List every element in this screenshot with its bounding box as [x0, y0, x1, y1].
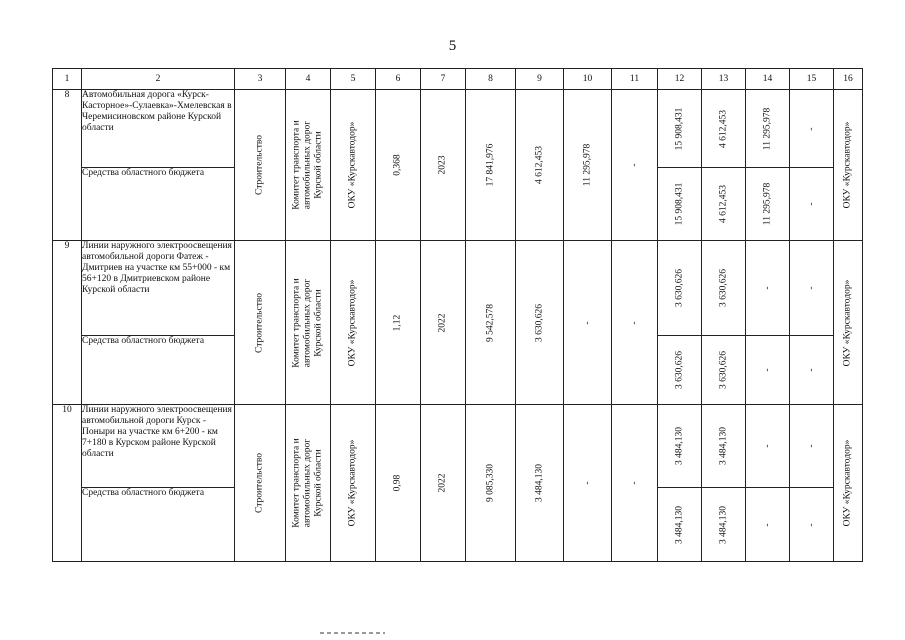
col12-top-cell — [658, 241, 702, 336]
executor: ОКУ «Курскавтодор» — [347, 439, 358, 527]
table-row-10-main — [53, 405, 863, 488]
col9-cell — [516, 405, 564, 562]
col13-bottom-cell — [702, 336, 746, 405]
col12-top: 3 630,626 — [674, 269, 685, 307]
col15-bottom-cell — [790, 488, 834, 562]
customer-cell — [286, 90, 331, 241]
col12-top: 15 908,431 — [674, 107, 685, 150]
col10-value: - — [582, 320, 593, 325]
col15-bottom-cell — [790, 336, 834, 405]
year: 2022 — [437, 473, 448, 493]
developer: ОКУ «Курскавтодор» — [842, 121, 853, 209]
customer-cell — [286, 241, 331, 405]
column-header-4: 4 — [286, 69, 331, 90]
work-type-cell — [235, 405, 286, 562]
developer-cell — [834, 90, 863, 241]
col10-cell — [564, 90, 612, 241]
col10-value: - — [582, 481, 593, 485]
col13-bottom-cell — [702, 168, 746, 241]
col13-bottom: 4 612,453 — [718, 185, 729, 223]
column-header-9: 9 — [516, 69, 564, 90]
column-header-5: 5 — [331, 69, 376, 90]
header-row — [53, 69, 863, 90]
col11-value: - — [629, 163, 640, 167]
executor: ОКУ «Курскавтодор» — [347, 121, 358, 209]
col14-bottom-cell — [746, 168, 790, 241]
year: 2022 — [437, 313, 448, 332]
object-name: Линии наружного электроосвещения автомобильной дороги Курск - Поныри на участке км 6+200 - км 7+180 в Курском районе Курской области — [82, 405, 235, 488]
customer: Комитет транспорта и автомобильных дорог Курской области — [291, 438, 324, 528]
col12-top-cell — [658, 405, 702, 488]
column-header-15: 15 — [790, 69, 834, 90]
col9-value: 4 612,453 — [534, 146, 545, 184]
col14-bottom: - — [762, 368, 773, 372]
capacity-cell — [376, 241, 421, 405]
work-type: Строительство — [254, 292, 265, 353]
col14-top-cell — [746, 90, 790, 168]
column-header-16: 16 — [834, 69, 863, 90]
col15-top-cell — [790, 90, 834, 168]
col13-top: 3 484,130 — [718, 427, 729, 465]
col12-bottom-cell — [658, 168, 702, 241]
developer: ОКУ «Курскавтодор» — [842, 439, 853, 527]
col15-top-cell — [790, 405, 834, 488]
col15-bottom: - — [806, 202, 817, 206]
col14-top-cell — [746, 405, 790, 488]
col14-bottom-cell — [746, 488, 790, 562]
column-header-2: 2 — [82, 69, 235, 90]
table-body — [53, 69, 863, 562]
col13-bottom-cell — [702, 488, 746, 562]
col15-bottom: - — [806, 522, 817, 527]
col15-bottom: - — [806, 368, 817, 372]
col12-top-cell — [658, 90, 702, 168]
col11-value: - — [629, 320, 640, 325]
row-number: 9 — [53, 241, 82, 405]
customer: Комитет транспорта и автомобильных дорог Курской области — [291, 120, 324, 210]
executor: ОКУ «Курскавтодор» — [347, 279, 358, 366]
object-name: Автомобильная дорога «Курск-Касторное»-Сулаевка»-Хмелевская в Черемисиновском районе Курской области — [82, 90, 235, 168]
estimated-cost-cell — [466, 405, 516, 562]
capacity: 1,12 — [392, 314, 403, 331]
row-number: 8 — [53, 90, 82, 241]
col12-bottom-cell — [658, 488, 702, 562]
col12-bottom: 3 630,626 — [674, 351, 685, 389]
column-header-8: 8 — [466, 69, 516, 90]
developer-cell — [834, 241, 863, 405]
executor-cell — [331, 405, 376, 562]
column-header-14: 14 — [746, 69, 790, 90]
scan-artifact — [320, 632, 385, 634]
developer-cell — [834, 405, 863, 562]
col15-top: - — [806, 126, 817, 131]
table-row-8-main — [53, 90, 863, 168]
year-cell — [421, 241, 466, 405]
capacity: 0,368 — [392, 154, 403, 176]
col12-bottom: 3 484,130 — [674, 505, 685, 544]
capacity: 0,98 — [392, 474, 403, 492]
col14-top: 11 295,978 — [762, 107, 773, 150]
work-type-cell — [235, 241, 286, 405]
capacity-cell — [376, 405, 421, 562]
column-header-1: 1 — [53, 69, 82, 90]
col12-bottom-cell — [658, 336, 702, 405]
customer-cell — [286, 405, 331, 562]
estimated-cost: 9 542,578 — [485, 303, 496, 342]
column-header-3: 3 — [235, 69, 286, 90]
col13-top-cell — [702, 241, 746, 336]
column-header-10: 10 — [564, 69, 612, 90]
column-header-6: 6 — [376, 69, 421, 90]
col12-top: 3 484,130 — [674, 427, 685, 465]
col13-bottom: 3 630,626 — [718, 351, 729, 389]
col14-bottom: 11 295,978 — [762, 182, 773, 226]
developer: ОКУ «Курскавтодор» — [842, 279, 853, 366]
page-number: 5 — [448, 38, 457, 54]
column-header-12: 12 — [658, 69, 702, 90]
customer: Комитет транспорта и автомобильных дорог Курской области — [291, 277, 324, 368]
estimated-cost: 9 085,330 — [485, 464, 496, 502]
col13-top: 4 612,453 — [718, 109, 729, 148]
year-cell — [421, 405, 466, 562]
object-name: Линии наружного электроосвещения автомобильной дороги Фатеж - Дмитриев на участке км 55+000 - км 56+120 в Дмитриевском районе Курской области — [82, 241, 235, 336]
executor-cell — [331, 241, 376, 405]
col9-cell — [516, 241, 564, 405]
col13-top-cell — [702, 405, 746, 488]
column-header-7: 7 — [421, 69, 466, 90]
col9-cell — [516, 90, 564, 241]
column-header-13: 13 — [702, 69, 746, 90]
col14-top-cell — [746, 241, 790, 336]
investment-table — [52, 68, 863, 562]
work-type: Строительство — [254, 134, 265, 196]
executor-cell — [331, 90, 376, 241]
col9-value: 3 484,130 — [534, 464, 545, 502]
col15-top-cell — [790, 241, 834, 336]
estimated-cost-cell — [466, 90, 516, 241]
column-header-11: 11 — [612, 69, 658, 90]
table-row-9-main — [53, 241, 863, 336]
col10-cell — [564, 405, 612, 562]
work-type: Строительство — [254, 452, 265, 514]
work-type-cell — [235, 90, 286, 241]
estimated-cost: 17 841,976 — [485, 143, 496, 187]
capacity-cell — [376, 90, 421, 241]
col10-cell — [564, 241, 612, 405]
col11-value: - — [629, 481, 640, 485]
col15-bottom-cell — [790, 168, 834, 241]
year-cell — [421, 90, 466, 241]
row-number: 10 — [53, 405, 82, 562]
col14-top: - — [762, 286, 773, 290]
col11-cell — [612, 90, 658, 241]
col10-value: 11 295,978 — [582, 143, 593, 187]
col12-bottom: 15 908,431 — [674, 182, 685, 226]
col13-top: 3 630,626 — [718, 269, 729, 307]
col13-top-cell — [702, 90, 746, 168]
col14-bottom-cell — [746, 336, 790, 405]
funding-source: Средства областного бюджета — [82, 488, 235, 562]
col15-top: - — [806, 286, 817, 290]
funding-source: Средства областного бюджета — [82, 168, 235, 241]
col9-value: 3 630,626 — [534, 303, 545, 342]
year: 2023 — [437, 155, 448, 175]
col11-cell — [612, 405, 658, 562]
col13-bottom: 3 484,130 — [718, 505, 729, 544]
col14-bottom: - — [762, 522, 773, 527]
funding-source: Средства областного бюджета — [82, 336, 235, 405]
col15-top: - — [806, 444, 817, 448]
col11-cell — [612, 241, 658, 405]
col14-top: - — [762, 444, 773, 448]
estimated-cost-cell — [466, 241, 516, 405]
